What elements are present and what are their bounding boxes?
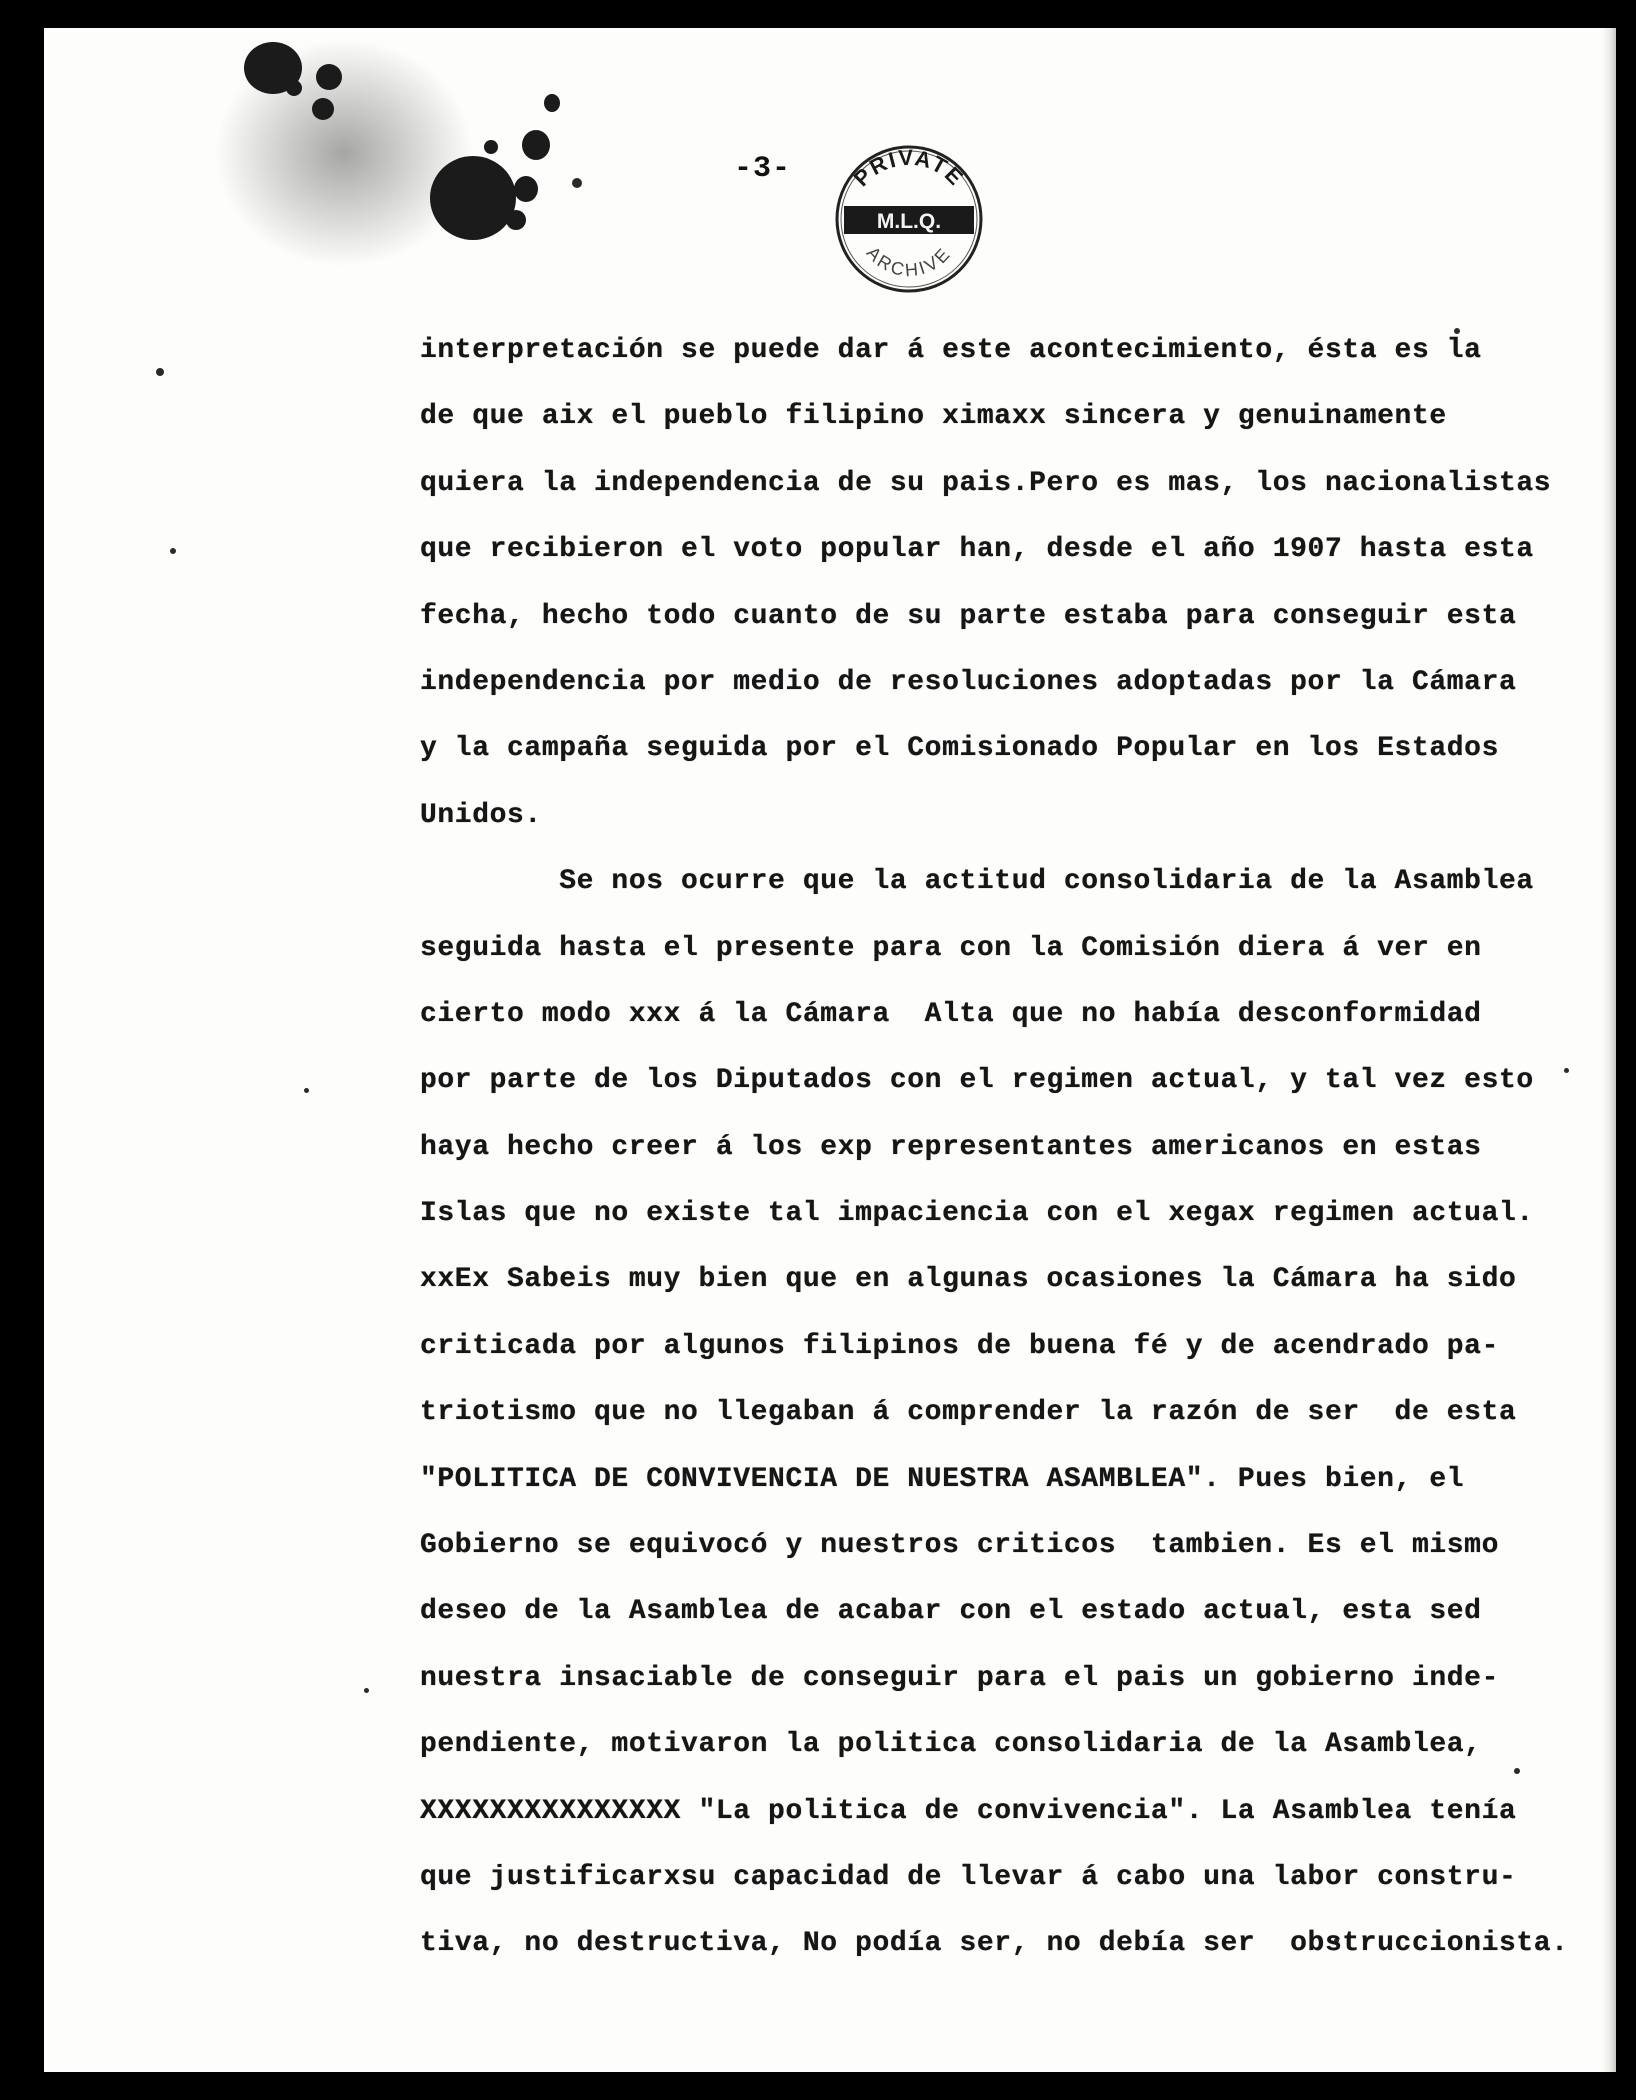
ink-blot bbox=[286, 80, 302, 96]
svg-text:ARCHIVE bbox=[863, 243, 956, 281]
text-line: tiva, no destructiva, No podía ser, no debía ser obstruccionista. bbox=[420, 1928, 1569, 1960]
text-line: Islas que no existe tal impaciencia con el xegax regimen actual. bbox=[420, 1198, 1534, 1230]
text-line: que recibieron el voto popular han, desde el año 1907 hasta esta bbox=[420, 534, 1534, 566]
ink-blot bbox=[544, 94, 560, 112]
ink-speck bbox=[304, 1088, 309, 1093]
ink-speck bbox=[572, 178, 582, 188]
text-line: cierto modo xxx á la Cámara Alta que no había desconformidad bbox=[420, 998, 1482, 1030]
page-number: -3- bbox=[734, 152, 792, 186]
text-line: interpretación se puede dar á este acontecimiento, ésta es la bbox=[420, 335, 1482, 366]
ink-blot bbox=[522, 130, 550, 160]
ink-speck bbox=[156, 368, 164, 376]
svg-text:PRIVATE bbox=[849, 145, 970, 191]
text-line: deseo de la Asamblea de acabar con el estado actual, esta sed bbox=[420, 1596, 1482, 1628]
ink-blot bbox=[514, 176, 538, 202]
ink-speck bbox=[364, 1688, 369, 1693]
text-line: pendiente, motivaron la politica consolidaria de la Asamblea, bbox=[420, 1729, 1482, 1761]
text-line: nuestra insaciable de conseguir para el pais un gobierno inde- bbox=[420, 1662, 1499, 1694]
text-line: triotismo que no llegaban á comprender la razón de ser de esta bbox=[420, 1397, 1517, 1429]
ink-blot bbox=[506, 210, 526, 230]
ink-blot bbox=[316, 64, 342, 90]
text-line: fecha, hecho todo cuanto de su parte estaba para conseguir esta bbox=[420, 600, 1517, 632]
text-line: independencia por medio de resoluciones adoptadas por la Cámara bbox=[420, 666, 1517, 698]
typed-page bbox=[44, 28, 1616, 2072]
text-line: criticada por algunos filipinos de buena fé y de acendrado pa- bbox=[420, 1330, 1499, 1362]
text-line: Se nos ocurre que la actitud consolidaria de la Asamblea bbox=[420, 866, 1534, 898]
text-line: Gobierno se equivocó y nuestros criticos tambien. Es el mismo bbox=[420, 1530, 1499, 1562]
text-line: que justificarxsu capacidad de llevar á cabo una labor constru- bbox=[420, 1861, 1517, 1893]
page-edge-shadow bbox=[1602, 28, 1616, 2072]
ink-blot bbox=[312, 98, 334, 120]
text-line: quiera la independencia de su pais.Pero es mas, los nacionalistas bbox=[420, 467, 1552, 499]
text-line: "POLITICA DE CONVIVENCIA DE NUESTRA ASAMBLEA". Pues bien, el bbox=[420, 1463, 1465, 1495]
text-line: y la campaña seguida por el Comisionado Popular en los Estados bbox=[420, 733, 1499, 765]
text-line: seguida hasta el presente para con la Comisión diera á ver en bbox=[420, 932, 1482, 964]
text-line: xxEx Sabeis muy bien que en algunas ocasiones la Cámara ha sido bbox=[420, 1264, 1517, 1296]
text-line: Unidos. bbox=[420, 799, 542, 831]
ink-blot bbox=[430, 156, 516, 240]
text-line: XXXXXXXXXXXXXXX "La politica de convivencia". La Asamblea tenía bbox=[420, 1795, 1517, 1827]
archive-stamp bbox=[830, 140, 988, 298]
stamp-top-text: PRIVATE bbox=[848, 144, 970, 192]
ink-blot bbox=[484, 140, 498, 154]
text-line: haya hecho creer á los exp representantes americanos en estas bbox=[420, 1131, 1482, 1163]
stamp-middle-text: M.L.Q. bbox=[876, 210, 942, 233]
ink-speck bbox=[1564, 1068, 1569, 1073]
text-line: de que aix el pueblo filipino ximaxx sincera y genuinamente bbox=[420, 401, 1447, 433]
ink-speck bbox=[170, 548, 176, 554]
text-line: por parte de los Diputados con el regimen actual, y tal vez esto bbox=[420, 1065, 1534, 1097]
letter-body bbox=[420, 318, 1569, 1978]
stamp-bottom-text: ARCHIVE bbox=[862, 242, 956, 281]
